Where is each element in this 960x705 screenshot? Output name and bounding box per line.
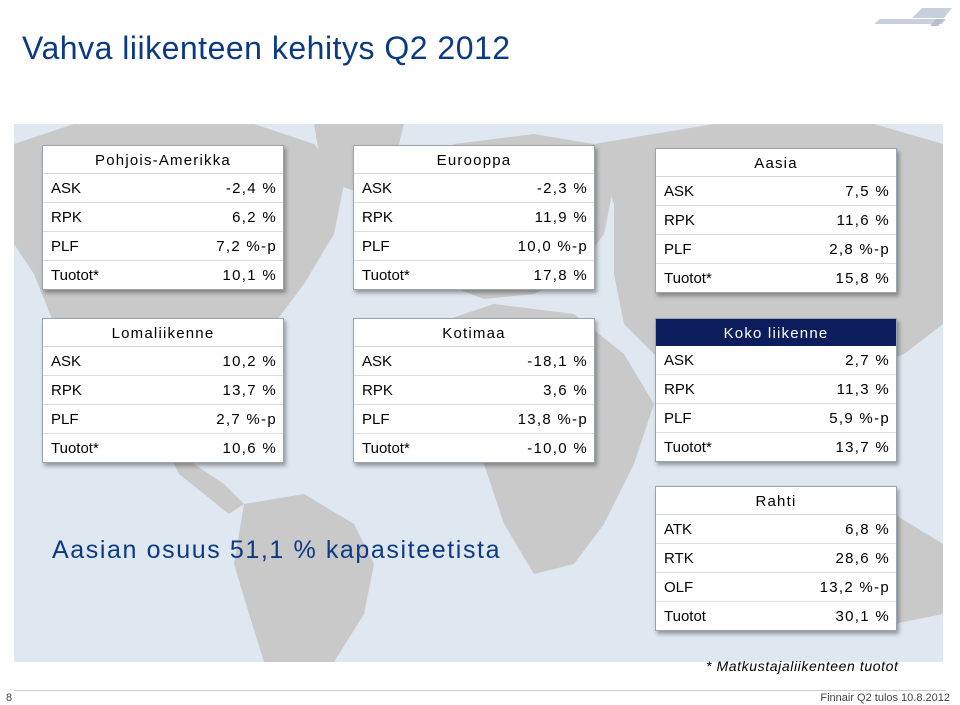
page-number: 8 xyxy=(6,692,13,704)
row-label: Tuotot* xyxy=(362,439,410,457)
table-row xyxy=(656,177,896,206)
table-row xyxy=(656,235,896,264)
card-europe xyxy=(353,145,595,290)
row-value: 13,7 % xyxy=(835,438,890,456)
row-value: -2,3 % xyxy=(536,179,588,197)
card-north-america xyxy=(42,145,284,290)
row-value: 11,3 % xyxy=(836,380,890,398)
row-value: 2,7 % xyxy=(845,351,890,369)
table-row xyxy=(656,264,896,292)
row-label: RPK xyxy=(664,380,695,398)
table-row xyxy=(656,375,896,404)
table-row xyxy=(656,515,896,544)
card-header: Kotimaa xyxy=(354,319,594,347)
table-row xyxy=(656,544,896,573)
row-value: 10,6 % xyxy=(222,439,277,457)
row-value: -18,1 % xyxy=(527,352,588,370)
row-label: ASK xyxy=(51,352,82,370)
row-label: PLF xyxy=(362,410,390,428)
row-label: RPK xyxy=(51,208,82,226)
row-value: 2,7 %-p xyxy=(216,410,277,428)
row-label: PLF xyxy=(664,409,692,427)
table-row xyxy=(354,261,594,289)
row-label: ASK xyxy=(664,182,695,200)
table-row xyxy=(43,174,283,203)
card-domestic xyxy=(353,318,595,463)
row-label: RPK xyxy=(362,381,393,399)
row-label: PLF xyxy=(362,237,390,255)
row-value: 13,8 %-p xyxy=(517,410,588,428)
table-row xyxy=(43,405,283,434)
row-value: 3,6 % xyxy=(543,381,588,399)
table-row xyxy=(656,573,896,602)
card-asia xyxy=(655,148,897,293)
row-value: 13,2 %-p xyxy=(819,578,890,596)
row-value: 7,2 %-p xyxy=(216,237,277,255)
row-value: 13,7 % xyxy=(222,381,277,399)
row-label: PLF xyxy=(51,237,79,255)
table-row xyxy=(656,404,896,433)
card-total xyxy=(655,318,897,462)
row-label: Tuotot* xyxy=(664,269,712,287)
card-header: Lomaliikenne xyxy=(43,319,283,347)
card-header: Koko liikenne xyxy=(656,319,896,346)
card-header: Eurooppa xyxy=(354,146,594,174)
row-value: -10,0 % xyxy=(527,439,588,457)
row-value: 17,8 % xyxy=(533,266,588,284)
row-value: 11,9 % xyxy=(534,208,588,226)
row-value: 15,8 % xyxy=(835,269,890,287)
table-row xyxy=(43,203,283,232)
footnote: * Matkustajaliikenteen tuotot xyxy=(706,658,899,674)
row-value: 11,6 % xyxy=(836,211,890,229)
table-row xyxy=(43,347,283,376)
row-label: ASK xyxy=(362,179,393,197)
row-label: Tuotot* xyxy=(664,438,712,456)
row-label: RPK xyxy=(362,208,393,226)
table-row xyxy=(354,434,594,462)
table-row xyxy=(656,346,896,375)
card-header: Pohjois-Amerikka xyxy=(43,146,283,174)
row-label: Tuotot* xyxy=(51,266,99,284)
row-value: 5,9 %-p xyxy=(829,409,890,427)
table-row xyxy=(354,174,594,203)
table-row xyxy=(43,434,283,462)
row-value: 28,6 % xyxy=(835,549,890,567)
row-value: 2,8 %-p xyxy=(829,240,890,258)
footer-brand: Finnair Q2 tulos 10.8.2012 xyxy=(820,692,950,704)
row-label: ASK xyxy=(362,352,393,370)
row-value: 6,8 % xyxy=(845,520,890,538)
card-cargo xyxy=(655,486,897,631)
row-label: Tuotot xyxy=(664,607,706,625)
table-row xyxy=(354,232,594,261)
table-row xyxy=(354,203,594,232)
divider xyxy=(14,690,946,691)
table-row xyxy=(656,433,896,461)
table-row xyxy=(656,602,896,630)
table-row xyxy=(43,261,283,289)
row-label: ASK xyxy=(664,351,695,369)
row-label: RPK xyxy=(664,211,695,229)
card-header: Rahti xyxy=(656,487,896,515)
row-value: 30,1 % xyxy=(835,607,890,625)
page-title: Vahva liikenteen kehitys Q2 2012 xyxy=(22,30,511,66)
table-row xyxy=(43,376,283,405)
row-label: Tuotot* xyxy=(51,439,99,457)
row-value: 10,1 % xyxy=(222,266,277,284)
table-row xyxy=(43,232,283,261)
table-row xyxy=(354,347,594,376)
row-value: -2,4 % xyxy=(225,179,277,197)
card-header: Aasia xyxy=(656,149,896,177)
row-label: PLF xyxy=(664,240,692,258)
row-label: ASK xyxy=(51,179,82,197)
row-value: 6,2 % xyxy=(232,208,277,226)
row-value: 10,2 % xyxy=(222,352,277,370)
finnair-logo-icon xyxy=(872,6,954,28)
asia-share-text: Aasian osuus 51,1 % kapasiteetista xyxy=(52,536,502,564)
row-label: RTK xyxy=(664,549,694,567)
table-row xyxy=(354,405,594,434)
row-label: PLF xyxy=(51,410,79,428)
table-row xyxy=(354,376,594,405)
row-label: ATK xyxy=(664,520,693,538)
row-label: RPK xyxy=(51,381,82,399)
card-leisure xyxy=(42,318,284,463)
table-row xyxy=(656,206,896,235)
row-label: Tuotot* xyxy=(362,266,410,284)
row-value: 7,5 % xyxy=(845,182,890,200)
row-label: OLF xyxy=(664,578,694,596)
row-value: 10,0 %-p xyxy=(517,237,588,255)
